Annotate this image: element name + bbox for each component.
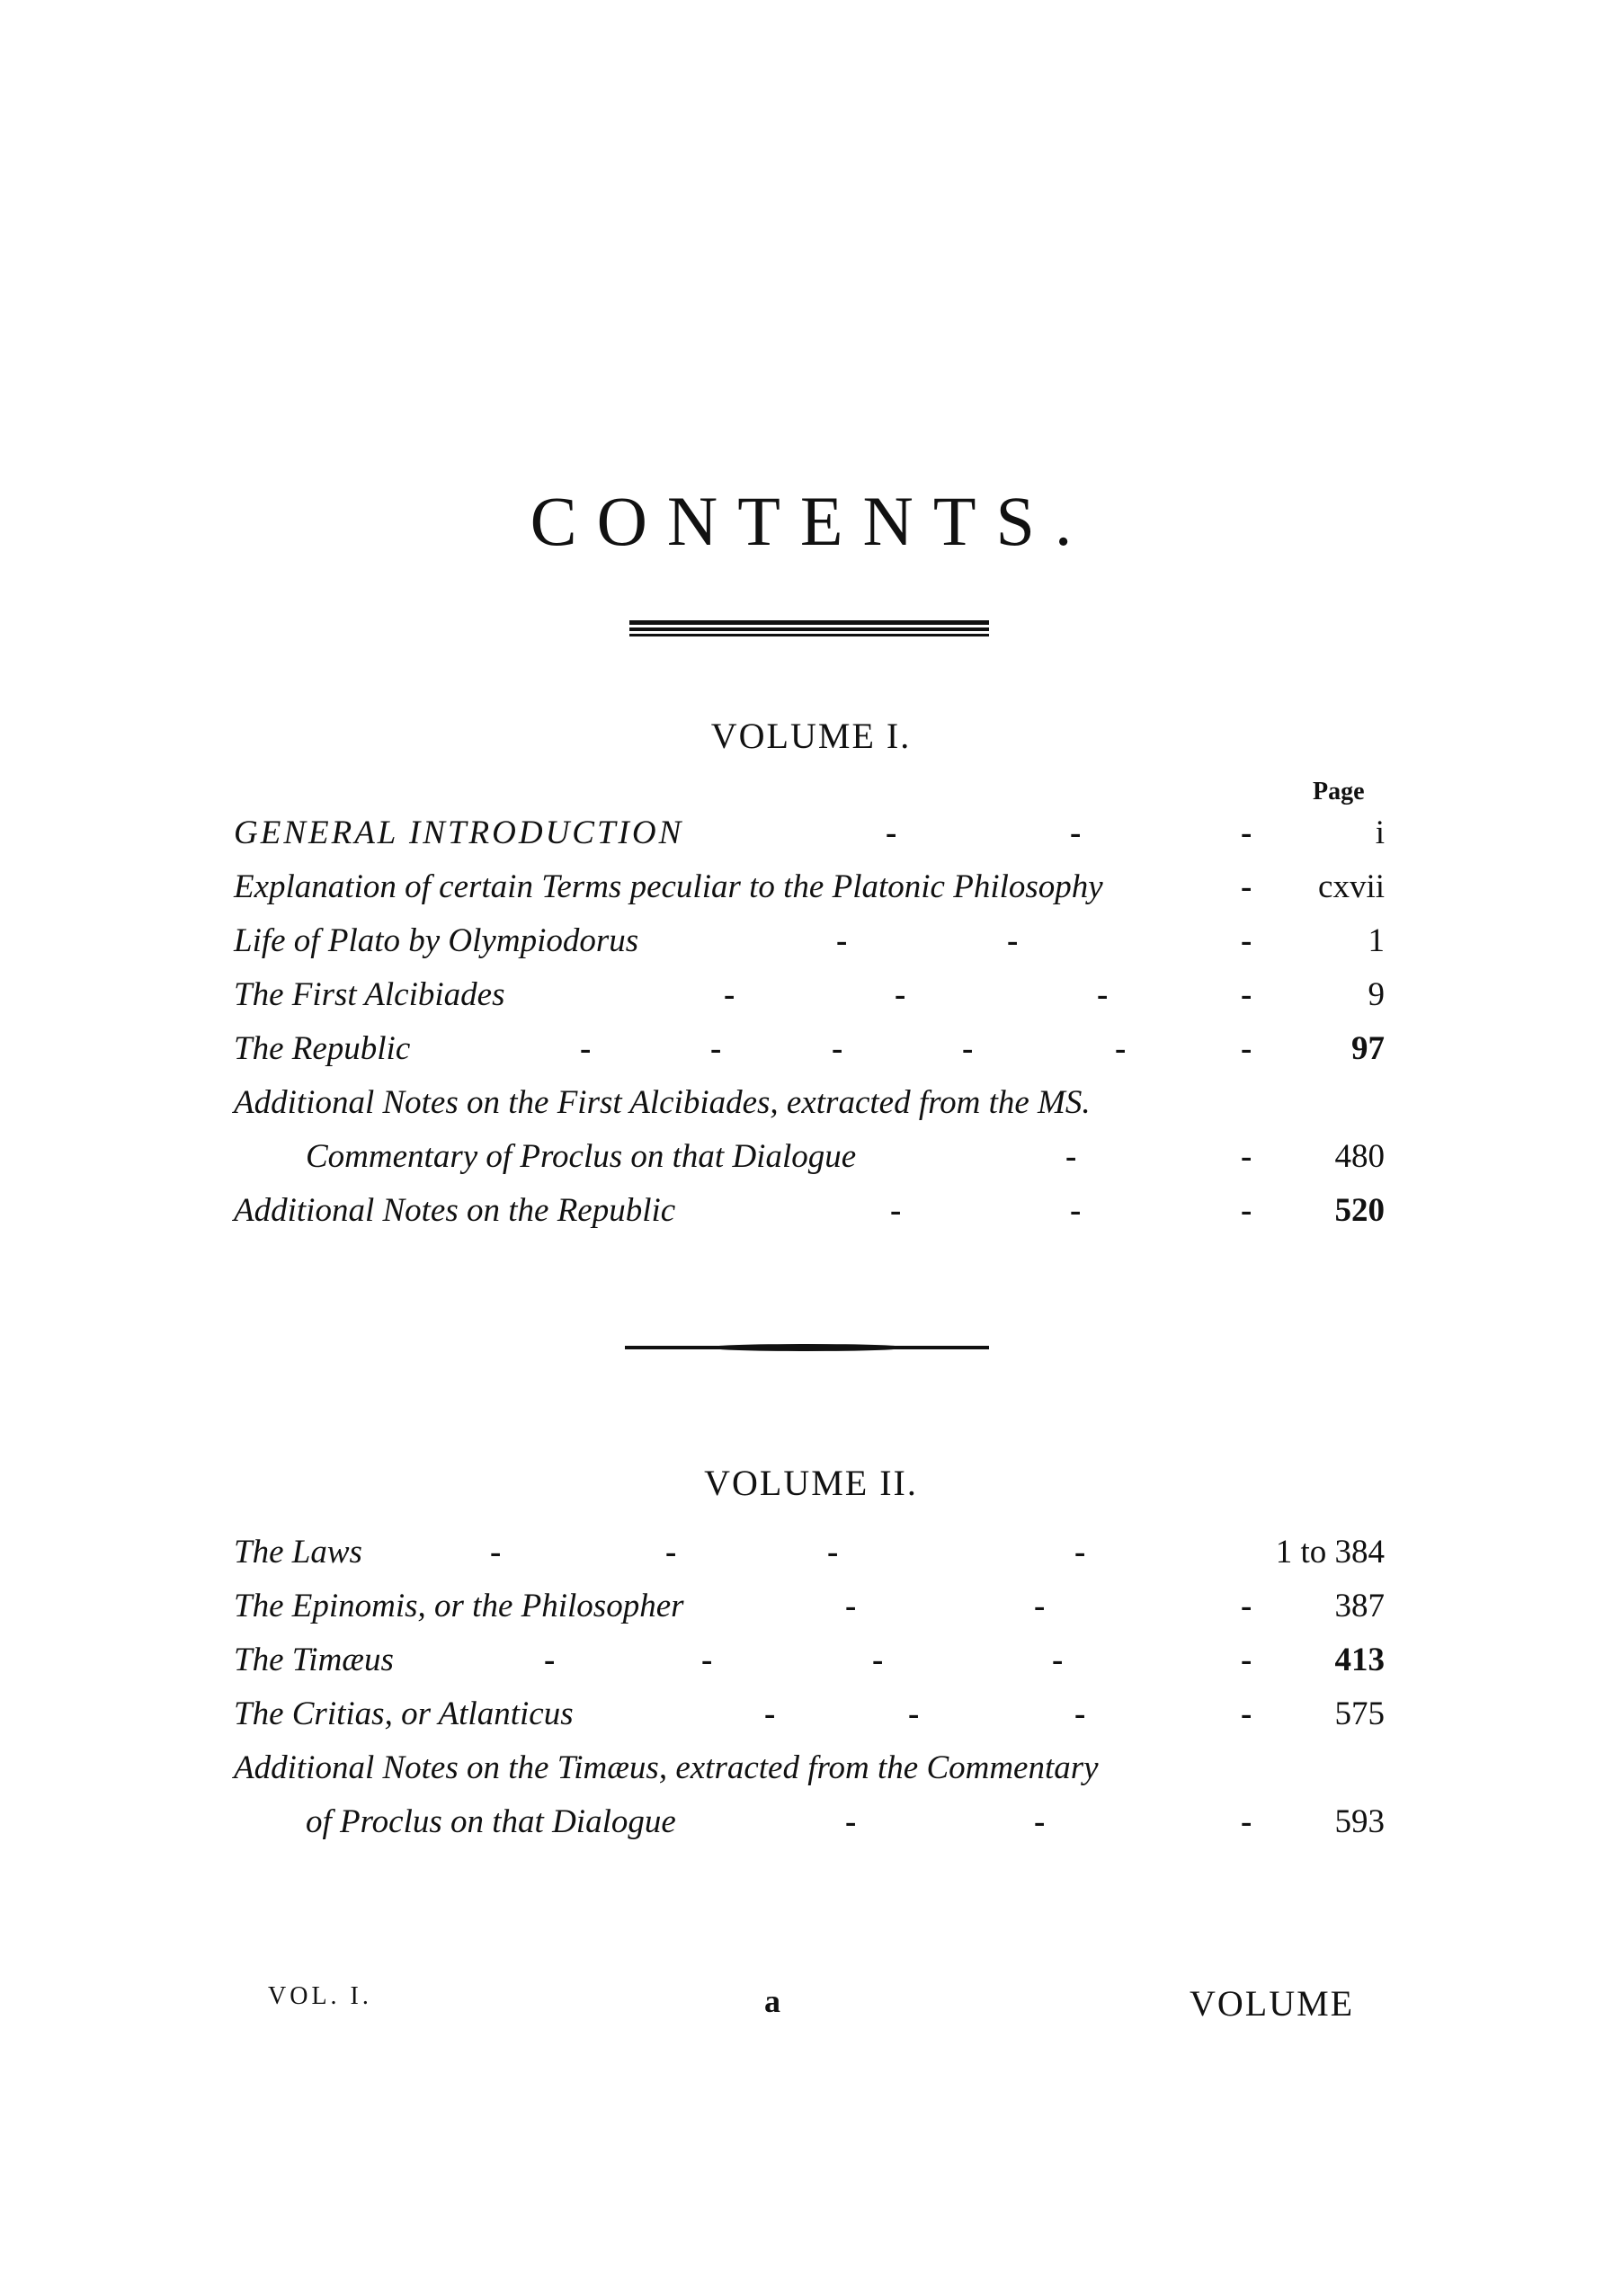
leader-dash: - [886, 814, 897, 851]
toc-entry-title: Commentary of Proclus on that Dialogue [306, 1138, 857, 1175]
leader-dash: - [872, 1642, 884, 1678]
leader-dash: - [665, 1534, 677, 1571]
leader-dash: - [1241, 1588, 1252, 1624]
leader-dash: - [764, 1695, 776, 1732]
leader-dash: - [1241, 814, 1252, 851]
toc-entry-title: The Timæus [234, 1642, 394, 1678]
leader-dash: - [836, 922, 848, 959]
leader-dash: - [895, 976, 906, 1013]
toc-entry-title: Life of Plato by Olympiodorus [234, 922, 639, 959]
leader-dash: - [845, 1588, 857, 1624]
leader-dash: - [580, 1030, 592, 1067]
toc-entry-page: 593 [1334, 1803, 1385, 1840]
toc-entry-page: 575 [1334, 1695, 1385, 1732]
leader-dash: - [490, 1534, 502, 1571]
toc-entry [234, 814, 1385, 866]
toc-entry-page: cxvii [1318, 868, 1385, 905]
leader-dash: - [724, 976, 735, 1013]
toc-entry-title: The Epinomis, or the Philosopher [234, 1588, 684, 1624]
toc-entry [234, 1641, 1385, 1693]
leader-dash: - [827, 1534, 839, 1571]
toc-entry-page: 1 [1368, 922, 1385, 959]
leader-dash: - [1241, 1192, 1252, 1229]
leader-dash: - [1241, 1695, 1252, 1732]
toc-entry-page: 9 [1368, 976, 1385, 1013]
leader-dash: - [1241, 1642, 1252, 1678]
toc-entry-title: The First Alcibiades [234, 976, 505, 1013]
toc-entry [234, 1802, 1385, 1855]
toc-entry-page: 387 [1334, 1588, 1385, 1624]
toc-entry-title: Explanation of certain Terms peculiar to the Platonic Philosophy [234, 868, 1103, 905]
toc-entry-title: Additional Notes on the First Alcibiades, extracted from the MS. [234, 1084, 1091, 1121]
leader-dash: - [710, 1030, 722, 1067]
leader-dash: - [962, 1030, 974, 1067]
toc-entry [234, 1533, 1385, 1585]
toc-entry-title: The Laws [234, 1534, 362, 1571]
leader-dash: - [1065, 1138, 1077, 1175]
decorative-rule-middle [625, 1342, 989, 1357]
toc-entry [234, 1029, 1385, 1081]
toc-entry [234, 1191, 1385, 1243]
page-title: CONTENTS. [530, 482, 1092, 560]
leader-dash: - [1097, 976, 1109, 1013]
toc-entry-title: of Proclus on that Dialogue [306, 1803, 676, 1840]
volume-2-heading: VOLUME II. [704, 1463, 918, 1503]
volume-1-heading: VOLUME I. [710, 716, 912, 756]
gathering-letter: a [764, 1983, 780, 2019]
leader-dash: - [1052, 1642, 1064, 1678]
toc-entry-page: 1 to 384 [1275, 1534, 1385, 1571]
leader-dash: - [890, 1192, 902, 1229]
catchword: VOLUME [1190, 1983, 1355, 2024]
leader-dash: - [1074, 1534, 1086, 1571]
toc-entry-page: 97 [1351, 1030, 1385, 1067]
leader-dash: - [845, 1803, 857, 1840]
toc-entry [234, 1749, 1385, 1801]
leader-dash: - [1034, 1588, 1046, 1624]
leader-dash: - [1241, 1803, 1252, 1840]
toc-entry [234, 868, 1385, 920]
leader-dash: - [1070, 814, 1082, 851]
leader-dash: - [701, 1642, 713, 1678]
toc-entry-page: 413 [1334, 1642, 1385, 1678]
toc-entry [234, 1587, 1385, 1639]
leader-dash: - [832, 1030, 843, 1067]
toc-entry-title: GENERAL INTRODUCTION [234, 814, 684, 851]
toc-entry [234, 975, 1385, 1028]
toc-entry-title: The Critias, or Atlanticus [234, 1695, 574, 1732]
leader-dash: - [544, 1642, 556, 1678]
toc-entry [234, 1695, 1385, 1747]
leader-dash: - [1034, 1803, 1046, 1840]
leader-dash: - [1241, 868, 1252, 905]
signature-mark: VOL. I. [268, 1982, 372, 2010]
leader-dash: - [1241, 1138, 1252, 1175]
toc-entry-title: The Republic [234, 1030, 411, 1067]
toc-entry [234, 921, 1385, 974]
leader-dash: - [1115, 1030, 1127, 1067]
leader-dash: - [908, 1695, 920, 1732]
leader-dash: - [1241, 1030, 1252, 1067]
leader-dash: - [1074, 1695, 1086, 1732]
leader-dash: - [1070, 1192, 1082, 1229]
toc-entry [234, 1137, 1385, 1189]
toc-entry [234, 1083, 1385, 1135]
leader-dash: - [1007, 922, 1019, 959]
toc-entry-page: 520 [1334, 1192, 1385, 1229]
leader-dash: - [1241, 976, 1252, 1013]
toc-entry-page: i [1375, 814, 1385, 851]
toc-entry-title: Additional Notes on the Republic [234, 1192, 676, 1229]
toc-entry-page: 480 [1334, 1138, 1385, 1175]
toc-entry-title: Additional Notes on the Timæus, extracted from the Commentary [234, 1749, 1099, 1786]
page-column-label: Page [1313, 778, 1365, 805]
leader-dash: - [1241, 922, 1252, 959]
decorative-rule-top [629, 620, 989, 640]
